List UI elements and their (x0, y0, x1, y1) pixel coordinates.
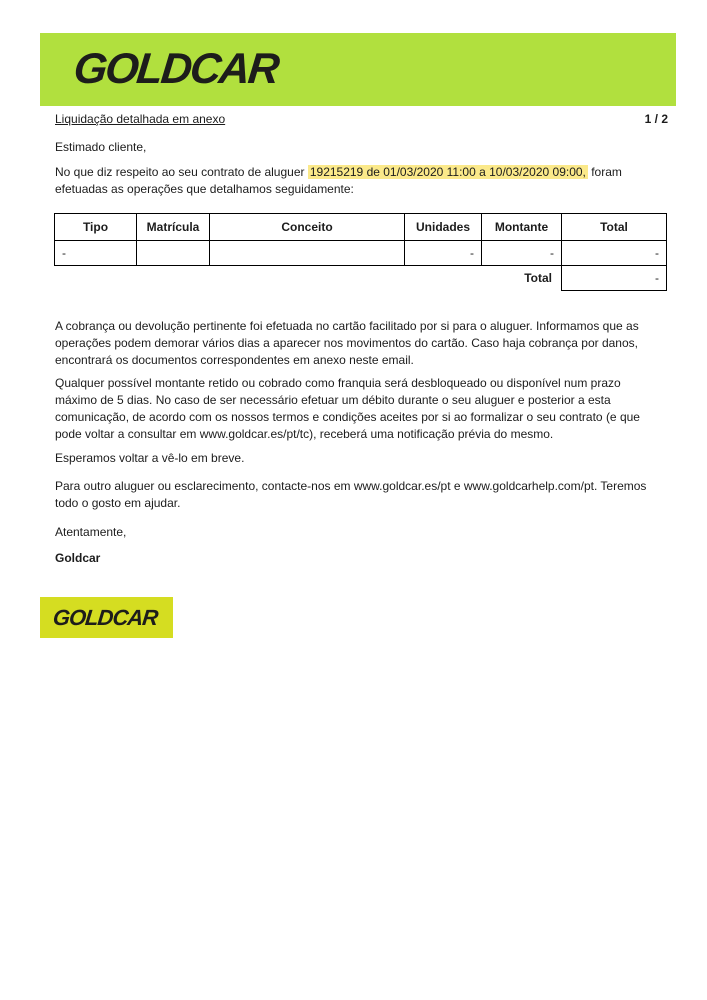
signoff: Atentamente, (55, 525, 127, 539)
total-label: Total (524, 270, 552, 285)
footer-logo-banner (40, 597, 173, 638)
paragraph-see-you-soon: Esperamos voltar a vê-lo em breve. (55, 451, 245, 465)
header-logo-banner (40, 33, 676, 106)
subject-row (55, 111, 668, 128)
cell-conceito (210, 241, 405, 266)
settlement-table (54, 213, 667, 291)
intro-text-after: foram efetuadas as operações que detalhamos seguidamente: (55, 165, 622, 196)
paragraph-card-charge: A cobrança ou devolução pertinente foi efetuada no cartão facilitado por si para o aluguer. Informamos que as operações podem demorar vários dias a aparecer nos movimentos do cartão. Caso haja cobrança por danos, encontrará os documentos correspondentes em anexo neste email. (55, 319, 639, 367)
column-header-matricula: Matrícula (137, 214, 210, 241)
paragraph-franchise: Qualquer possível montante retido ou cobrado como franquia será desbloqueado ou disponível num prazo máximo de 5 dias. No caso de ser necessário efetuar um débito durante o seu aluguer e posterior a esta comunicação, de acordo com os nossos termos e condições aceites por si ao formalizar o seu contrato (e que pode voltar a consultar em www.goldcar.es/pt/tc), receberá uma notificação prévia do mesmo. (55, 376, 640, 441)
cell-unidades: - (405, 241, 482, 266)
column-header-montante: Montante (482, 214, 562, 241)
intro-paragraph (55, 164, 663, 198)
goldcar-footer-wordmark: GOLDCAR (51, 605, 159, 630)
salutation: Estimado cliente, (55, 140, 147, 154)
table-row (55, 241, 667, 266)
subject-line: Liquidação detalhada em anexo (55, 112, 226, 126)
intro-text-before: No que diz respeito ao seu contrato de aluguer (55, 165, 308, 179)
contract-highlight: 19215219 de 01/03/2020 11:00 a 10/03/2020 09:00, (309, 165, 586, 179)
page-number: 1 / 2 (644, 112, 668, 126)
paragraph-contact: Para outro aluguer ou esclarecimento, contacte-nos em www.goldcar.es/pt e www.goldcarhelp.com/pt. Teremos todo o gosto em ajudar. (55, 479, 647, 510)
column-header-unidades: Unidades (405, 214, 482, 241)
cell-total: - (562, 241, 667, 266)
column-header-tipo: Tipo (55, 214, 137, 241)
total-value: - (562, 266, 667, 291)
table-total-row (55, 266, 667, 291)
signature: Goldcar (55, 551, 101, 565)
cell-tipo: - (55, 241, 137, 266)
cell-montante: - (482, 241, 562, 266)
goldcar-logo-wordmark: GOLDCAR (71, 45, 280, 93)
column-header-conceito: Conceito (210, 214, 405, 241)
cell-matricula (137, 241, 210, 266)
table-header-row (55, 214, 667, 241)
column-header-total: Total (562, 214, 667, 241)
